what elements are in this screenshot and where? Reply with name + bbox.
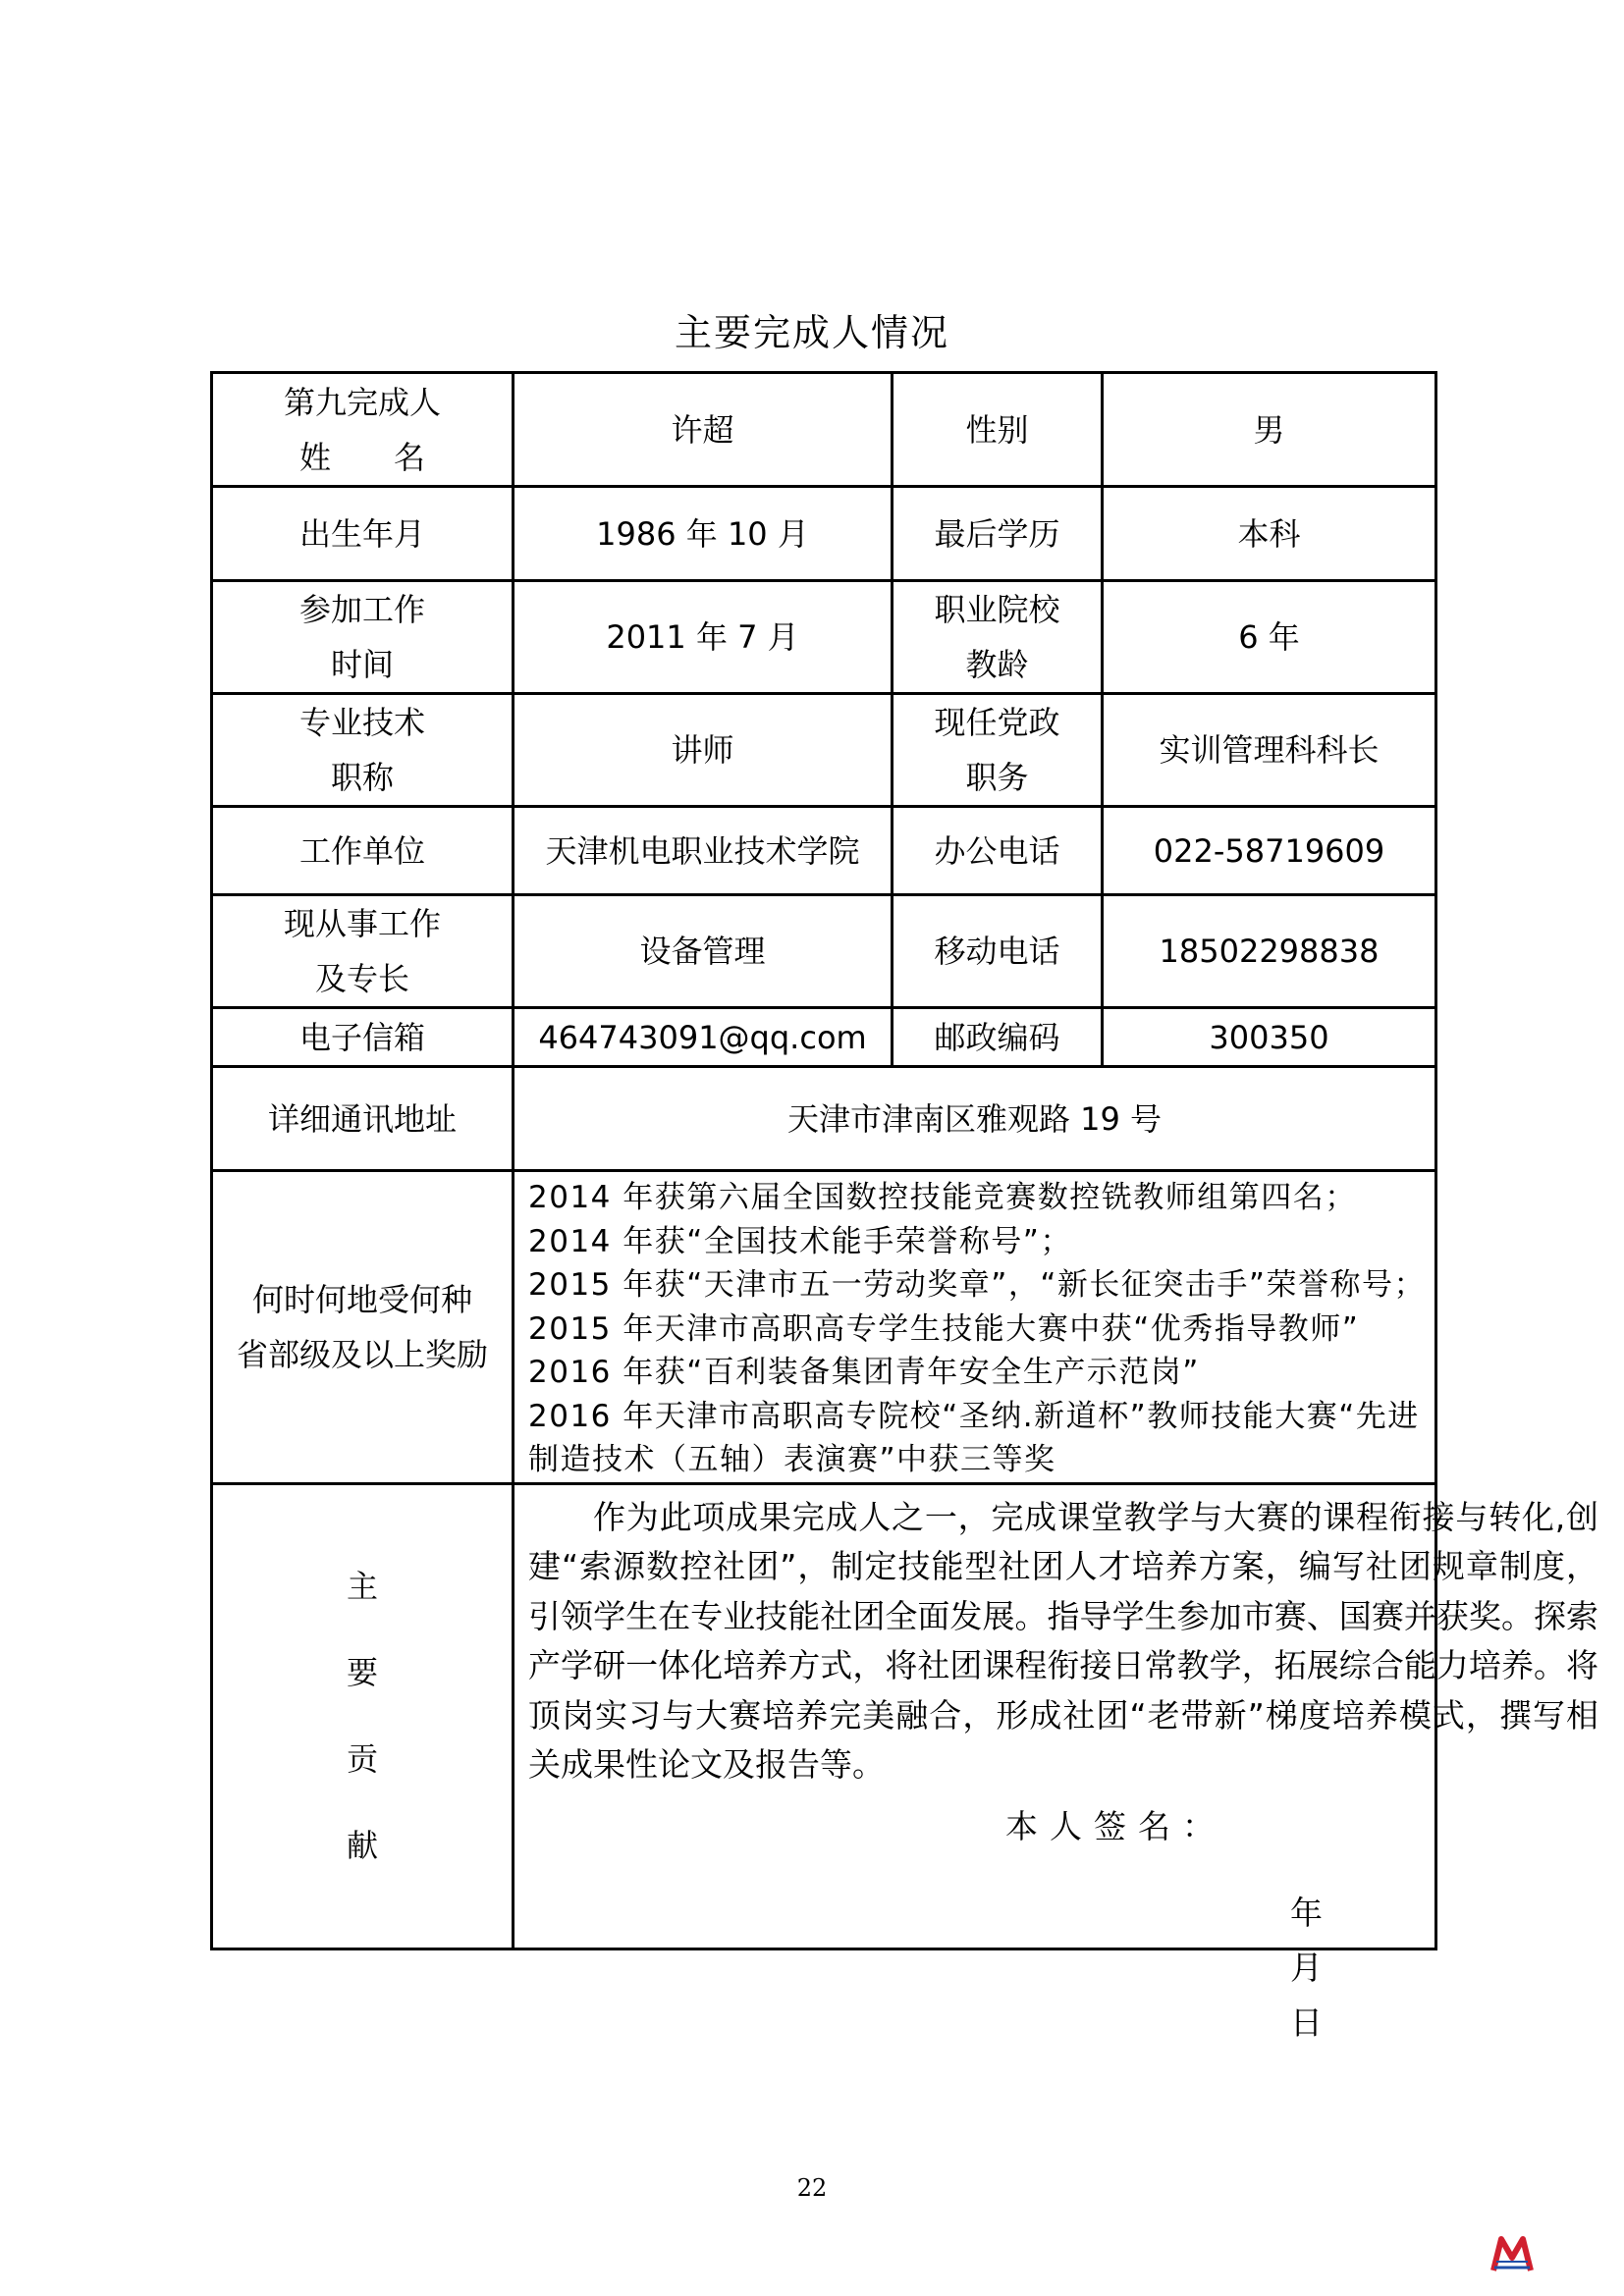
table-row	[212, 807, 1436, 895]
title-label-line2: 职称	[330, 759, 394, 796]
table-row	[212, 895, 1436, 1008]
education-label: 最后学历	[893, 487, 1103, 581]
postcode-label: 邮政编码	[893, 1008, 1103, 1067]
contribution-label-char: 主	[346, 1568, 378, 1605]
page-number: 22	[796, 2174, 828, 2202]
position-label-line1: 现任党政	[934, 704, 1060, 741]
current-work-label-line1: 现从事工作	[283, 905, 441, 942]
mobile-label: 移动电话	[893, 895, 1103, 1008]
table-row	[212, 694, 1436, 807]
m-logo-icon	[1490, 2234, 1534, 2273]
current-work-value: 设备管理	[514, 895, 893, 1008]
date-month: 月	[1290, 1948, 1323, 1987]
table-row	[212, 581, 1436, 694]
award-line: 2015 年天津市高职高专学生技能大赛中获“优秀指导教师”	[528, 1310, 1360, 1347]
position-label-cell	[893, 694, 1103, 807]
date-day: 日	[1290, 2002, 1323, 2042]
email-label: 电子信箱	[212, 1008, 514, 1067]
birth-value: 1986 年 10 月	[514, 487, 893, 581]
position-label-line2: 职务	[965, 759, 1029, 796]
email-value: 464743091@qq.com	[514, 1008, 893, 1067]
teaching-years-value: 6 年	[1103, 581, 1436, 694]
teaching-years-label-line1: 职业院校	[934, 591, 1060, 628]
gender-value: 男	[1103, 373, 1436, 487]
awards-list	[514, 1171, 1436, 1484]
award-line: 2014 年获第六届全国数控技能竞赛数控铣教师组第四名；	[528, 1180, 1357, 1215]
contribution-cell	[514, 1483, 1598, 2042]
work-start-label-line1: 参加工作	[298, 591, 425, 628]
awards-label-line1: 何时何地受何种	[251, 1280, 472, 1318]
date-year: 年	[1290, 1893, 1323, 1932]
signature-label: 本人签名：	[1005, 1806, 1226, 1845]
name-label-line1: 第九完成人	[283, 383, 441, 421]
award-line: 2016 年天津市高职高专院校“圣纳.新道杯”教师技能大赛“先进	[528, 1398, 1420, 1434]
gender-label: 性别	[893, 373, 1103, 487]
work-start-value: 2011 年 7 月	[514, 581, 893, 694]
work-start-label-line2: 时间	[330, 646, 394, 683]
contribution-label-char: 要	[346, 1654, 378, 1691]
signature-date	[1290, 1886, 1435, 2051]
current-work-label-line2: 及专长	[314, 960, 409, 997]
info-table	[210, 371, 1598, 2042]
postcode-value: 300350	[1103, 1008, 1436, 1067]
name-label-cell	[212, 373, 514, 487]
table-row	[212, 487, 1436, 581]
mobile-value: 18502298838	[1103, 895, 1436, 1008]
current-work-label-cell	[212, 895, 514, 1008]
position-value: 实训管理科科长	[1103, 694, 1436, 807]
award-line: 2014 年获“全国技术能手荣誉称号”；	[528, 1223, 1072, 1259]
award-line: 2015 年获“天津市五一劳动奖章”，“新长征突击手”荣誉称号；	[528, 1267, 1426, 1303]
office-phone-value: 022-58719609	[1103, 807, 1436, 895]
table-row	[212, 1171, 1436, 1484]
award-line: 制造技术（五轴）表演赛”中获三等奖	[528, 1442, 1056, 1477]
title-label-line1: 专业技术	[298, 704, 425, 741]
employer-value: 天津机电职业技术学院	[514, 807, 893, 895]
awards-label-cell	[212, 1171, 514, 1484]
award-line: 2016 年获“百利装备集团青年安全生产示范岗”	[528, 1355, 1200, 1390]
education-value: 本科	[1103, 487, 1436, 581]
teaching-years-label-cell	[893, 581, 1103, 694]
table-row	[212, 1008, 1436, 1067]
employer-label: 工作单位	[212, 807, 514, 895]
title-label-cell	[212, 694, 514, 807]
page-title: 主要完成人情况	[674, 311, 949, 354]
contribution-label-char: 贡	[346, 1740, 378, 1778]
contribution-label-char: 献	[346, 1827, 378, 1864]
address-label: 详细通讯地址	[212, 1067, 514, 1171]
table-row	[212, 373, 1436, 487]
address-value: 天津市津南区雅观路 19 号	[514, 1067, 1436, 1171]
contribution-text: 作为此项成果完成人之一，完成课堂教学与大赛的课程衔接与转化,创建“索源数控社团”，制定技能型社团人才培养方案，编写社团规章制度，引领学生在专业技能社团全面发展。指导学生参加市赛、国赛并获奖。探索产学研一体化培养方式，将社团课程衔接日常教学，拓展综合能力培养。将顶岗实习与大赛培养完美融合，形成社团“老带新”梯度培养模式，撰写相关成果性论文及报告等。	[528, 1497, 1598, 1784]
teaching-years-label-line2: 教龄	[965, 646, 1029, 683]
birth-label: 出生年月	[212, 487, 514, 581]
awards-label-line2: 省部级及以上奖励	[236, 1335, 488, 1373]
name-value: 许超	[514, 373, 893, 487]
name-label-line2: 姓 名	[298, 438, 425, 476]
table-row	[212, 1483, 1436, 1949]
table-row	[212, 1067, 1436, 1171]
office-phone-label: 办公电话	[893, 807, 1103, 895]
title-value: 讲师	[514, 694, 893, 807]
work-start-label-cell	[212, 581, 514, 694]
contribution-label	[212, 1483, 514, 1949]
